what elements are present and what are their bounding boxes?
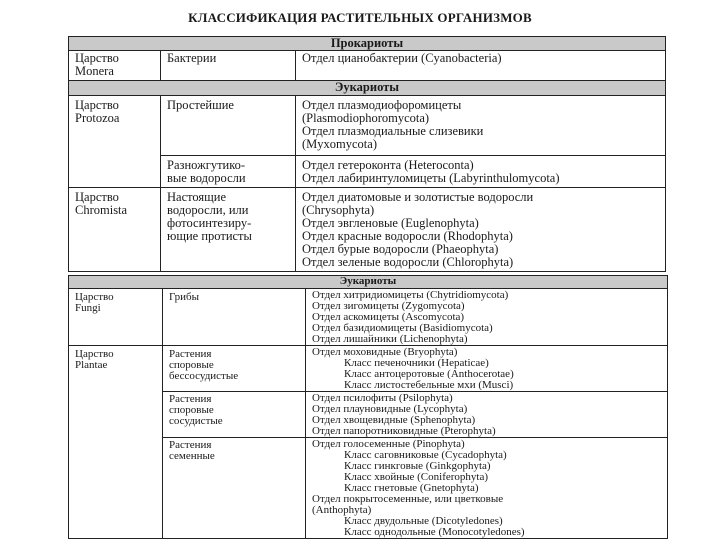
cell-line: Царство (75, 190, 119, 204)
division-line: (Plasmodiophoromycota) (302, 111, 430, 125)
class-line: Класс антоцеротовые (Anthocerotae) (344, 368, 514, 380)
divisions-cell (296, 51, 666, 81)
division-line: Отдел цианобактерии (Cyanobacteria) (302, 51, 502, 65)
kingdom-cell (69, 96, 161, 188)
division-line: (Chrysophyta) (302, 203, 375, 217)
class-line: Класс двудольные (Dicotyledones) (344, 515, 503, 527)
cell-line: Царство (75, 348, 114, 360)
division-line: Отдел псилофиты (Psilophyta) (312, 392, 453, 404)
division-line: Отдел хитридиомицеты (Chytridiomycota) (312, 289, 509, 301)
class-line: Класс гнетовые (Gnetophyta) (344, 482, 479, 494)
group-cell (161, 156, 296, 188)
cell-line: фотосинтезиру- (167, 216, 252, 230)
cell-line: Protozoa (75, 111, 120, 125)
division-line: Отдел аскомицеты (Ascomycota) (312, 311, 465, 323)
cell-line: Разножгутико- (167, 158, 246, 172)
group-cell (163, 392, 306, 438)
division-line: (Myxomycota) (302, 137, 377, 151)
division-line: Отдел плауновидные (Lycophyta) (312, 403, 468, 415)
division-line: Отдел лабиринтуломицеты (Labyrinthulomycota) (302, 171, 560, 185)
class-line: Класс листостебельные мхи (Musci) (344, 379, 514, 391)
group-cell (161, 188, 296, 272)
division-line: Отдел плазмодиофоромицеты (302, 98, 462, 112)
division-line: Отдел диатомовые и золотистые водоросли (302, 190, 534, 204)
section-header-prokaryotes (69, 37, 666, 51)
divisions-cell (306, 438, 668, 539)
table-row-monera (69, 51, 666, 81)
division-line: Отдел хвощевидные (Sphenophyta) (312, 414, 476, 426)
section-header-eukaryotes-2 (69, 276, 668, 289)
table-row-plantae-nonvascular (69, 346, 668, 392)
cell-line: ющие протисты (167, 229, 252, 243)
cell-line: Грибы (169, 291, 200, 303)
cell-line: споровые (169, 404, 214, 416)
cell-line: сосудистые (169, 415, 223, 427)
division-line: Отдел бурые водоросли (Phaeophyta) (302, 242, 499, 256)
page-title: КЛАССИФИКАЦИЯ РАСТИТЕЛЬНЫХ ОРГАНИЗМОВ (188, 10, 532, 25)
division-line: Отдел базидиомицеты (Basidiomycota) (312, 322, 493, 334)
divisions-cell (296, 96, 666, 156)
division-line: Отдел папоротниковидные (Pterophyta) (312, 425, 496, 437)
divisions-cell (296, 156, 666, 188)
cell-line: Настоящие (167, 190, 227, 204)
classification-table-1 (68, 36, 666, 272)
class-line: Класс печеночники (Hepaticae) (344, 357, 489, 369)
division-line: Отдел зеленые водоросли (Chlorophyta) (302, 255, 514, 269)
kingdom-cell (69, 289, 163, 346)
class-line: Класс однодольные (Monocotyledones) (344, 526, 525, 538)
division-line: Отдел голосеменные (Pinophyta) (312, 438, 465, 450)
header-prokaryotes: Прокариоты (69, 37, 666, 51)
division-line: Отдел покрытосеменные, или цветковые (312, 493, 504, 505)
group-cell (163, 346, 306, 392)
kingdom-cell (69, 346, 163, 539)
group-cell (163, 438, 306, 539)
cell-line: Простейшие (167, 98, 234, 112)
header-eukaryotes: Эукариоты (69, 276, 668, 289)
division-line: Отдел гетероконта (Heteroconta) (302, 158, 474, 172)
division-line: Отдел лишайники (Lichenophyta) (312, 333, 468, 345)
cell-line: вые водоросли (167, 171, 246, 185)
division-line: Отдел моховидные (Bryophyta) (312, 346, 458, 358)
cell-line: Царство (75, 291, 114, 303)
cell-line: Растения (169, 393, 212, 405)
cell-line: бессосудистые (169, 370, 239, 382)
cell-line: Chromista (75, 203, 128, 217)
class-line: Класс саговниковые (Cycadophyta) (344, 449, 507, 461)
cell-line: Monera (75, 64, 114, 78)
kingdom-cell (69, 188, 161, 272)
divisions-cell (306, 289, 668, 346)
division-line: Отдел зигомицеты (Zygomycota) (312, 300, 465, 312)
cell-line: семенные (169, 450, 215, 462)
class-line: Класс гинкговые (Ginkgophyta) (344, 460, 491, 472)
classification-table-2 (68, 275, 668, 539)
kingdom-cell (69, 51, 161, 81)
cell-line: Fungi (75, 302, 101, 314)
divisions-cell (296, 188, 666, 272)
table-row-chromista (69, 188, 666, 272)
division-line: Отдел красные водоросли (Rhodophyta) (302, 229, 513, 243)
cell-line: Растения (169, 348, 212, 360)
divisions-cell (306, 392, 668, 438)
group-cell (163, 289, 306, 346)
header-eukaryotes: Эукариоты (69, 81, 666, 96)
division-line: (Anthophyta) (312, 504, 372, 516)
cell-line: Plantae (75, 359, 108, 371)
division-line: Отдел эвгленовые (Euglenophyta) (302, 216, 479, 230)
divisions-cell (306, 346, 668, 392)
class-line: Класс хвойные (Coniferophyta) (344, 471, 489, 483)
table-row-fungi (69, 289, 668, 346)
cell-line: Бактерии (167, 51, 217, 65)
cell-line: споровые (169, 359, 214, 371)
section-header-eukaryotes (69, 81, 666, 96)
division-line: Отдел плазмодиальные слизевики (302, 124, 484, 138)
table-row-protozoa (69, 96, 666, 156)
cell-line: водоросли, или (167, 203, 249, 217)
cell-line: Царство (75, 51, 119, 65)
cell-line: Царство (75, 98, 119, 112)
group-cell (161, 96, 296, 156)
group-cell (161, 51, 296, 81)
cell-line: Растения (169, 439, 212, 451)
